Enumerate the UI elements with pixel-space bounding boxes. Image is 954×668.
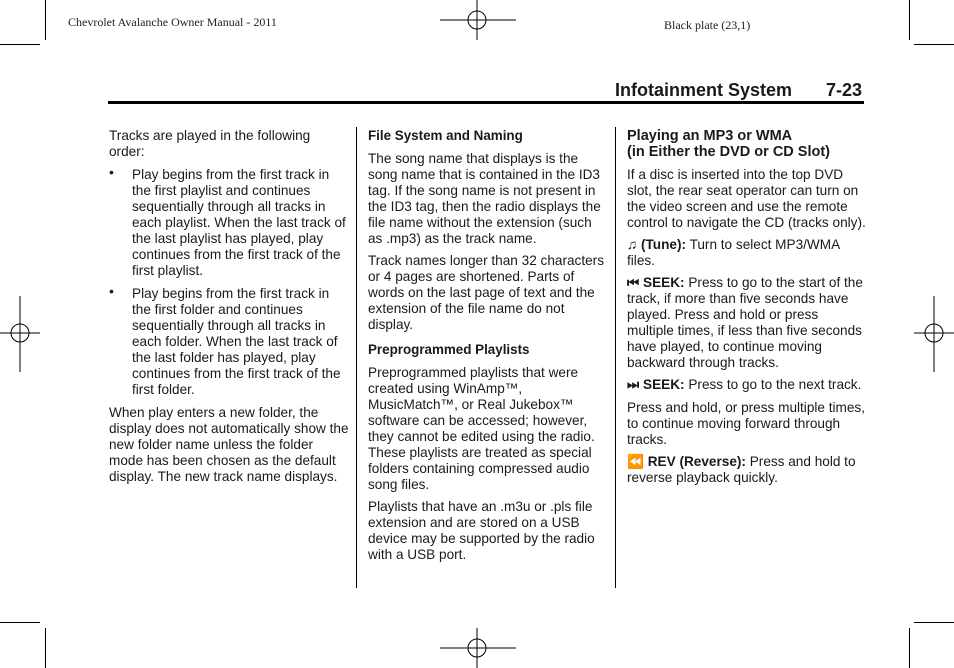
seek-back-label: SEEK:	[643, 275, 685, 290]
list-item-text: Play begins from the first track in the first folder and continues sequentially through all tracks in each folder. When the last track of the last folder has played, play continues from the first track of the first folder.	[132, 286, 341, 397]
plate-label: Black plate (23,1)	[664, 18, 751, 32]
crop-mark	[0, 622, 40, 623]
tune-label: (Tune):	[640, 237, 687, 252]
paragraph: If a disc is inserted into the top DVD slot, the rear seat operator can turn on the video screen and use the remote control to navigate the CD (tracks only).	[627, 167, 866, 230]
seek-forward-label: SEEK:	[643, 377, 685, 392]
reverse-description	[627, 454, 867, 486]
crop-mark	[45, 628, 46, 668]
manual-title: Chevrolet Avalanche Owner Manual - 2011	[68, 15, 277, 29]
heading-line: Playing an MP3 or WMA	[627, 128, 793, 144]
crop-mark	[909, 628, 910, 668]
registration-mark-icon	[440, 628, 516, 668]
list-item-text: Play begins from the first track in the first playlist and continues sequentially through all tracks in each playlist. When the last track of the last playlist has played, play continues from the first track of the first playlist.	[132, 167, 346, 278]
reverse-icon: ⏪	[627, 454, 644, 469]
heading-preprogrammed-playlists: Preprogrammed Playlists	[368, 342, 530, 357]
registration-mark-icon	[440, 0, 516, 40]
bullet-icon: •	[109, 283, 114, 299]
crop-mark	[909, 0, 910, 40]
tune-icon: ♫	[627, 237, 638, 252]
list-item	[109, 283, 349, 398]
page-number: 7-23	[826, 80, 863, 100]
column-3	[627, 128, 867, 486]
reverse-text: Press and hold to reverse playback quickly.	[627, 454, 856, 485]
paragraph: Track names longer than 32 characters or 4 pages are shortened. Parts of words on the last page of text and the extension of the file name do not display.	[368, 253, 604, 332]
seek-forward-description	[627, 377, 867, 393]
bullet-icon: •	[109, 164, 114, 180]
crop-mark	[914, 622, 954, 623]
column-divider	[356, 127, 357, 588]
seek-forward-icon: ⏭	[627, 377, 640, 392]
paragraph: Playlists that have an .m3u or .pls file extension and are stored on a USB device may be supported by the radio with a USB port.	[368, 499, 595, 562]
paragraph: The song name that displays is the song name that is contained in the ID3 tag. If the song name is not present in the ID3 tag, then the radio displays the file name without the extension (such as .mp3) as the track name.	[368, 151, 601, 246]
seek-forward-text: Press to go to the next track.	[688, 377, 862, 392]
tune-text: Turn to select MP3/WMA files.	[627, 237, 840, 268]
column-divider	[615, 127, 616, 588]
column-1	[109, 128, 349, 485]
crop-mark	[914, 44, 954, 45]
crop-mark	[0, 44, 40, 45]
outro-text: When play enters a new folder, the display does not automatically show the new folder name unless the folder mode has been chosen as the default display. The new track name displays.	[109, 405, 349, 484]
header-rule	[108, 101, 864, 104]
tune-description	[627, 237, 867, 269]
registration-mark-icon	[0, 296, 40, 372]
seek-back-description	[627, 275, 867, 371]
paragraph: Press and hold, or press multiple times, to continue moving forward through tracks.	[627, 400, 865, 447]
section-title: Infotainment System	[615, 80, 793, 100]
crop-mark	[45, 0, 46, 40]
heading-file-system: File System and Naming	[368, 128, 523, 143]
paragraph: Preprogrammed playlists that were created using WinAmp™, MusicMatch™, or Real Jukebox™ software can be accessed; however, they cannot be edited using the radio. These playlists are treated as special folders containing compressed audio song files.	[368, 365, 595, 492]
heading-playing-mp3	[627, 128, 867, 160]
registration-mark-icon	[914, 296, 954, 372]
seek-back-icon: ⏮	[627, 275, 640, 290]
heading-line: (in Either the DVD or CD Slot)	[627, 144, 830, 160]
reverse-label: REV (Reverse):	[647, 454, 746, 469]
intro-text: Tracks are played in the following order:	[109, 128, 311, 159]
column-2	[368, 128, 608, 563]
list-item	[109, 164, 349, 279]
seek-back-text: Press to go to the start of the track, if more than five seconds have played. Press and hold or press multiple times, if less than five seconds have played, to continue moving backward through tracks.	[627, 275, 863, 370]
